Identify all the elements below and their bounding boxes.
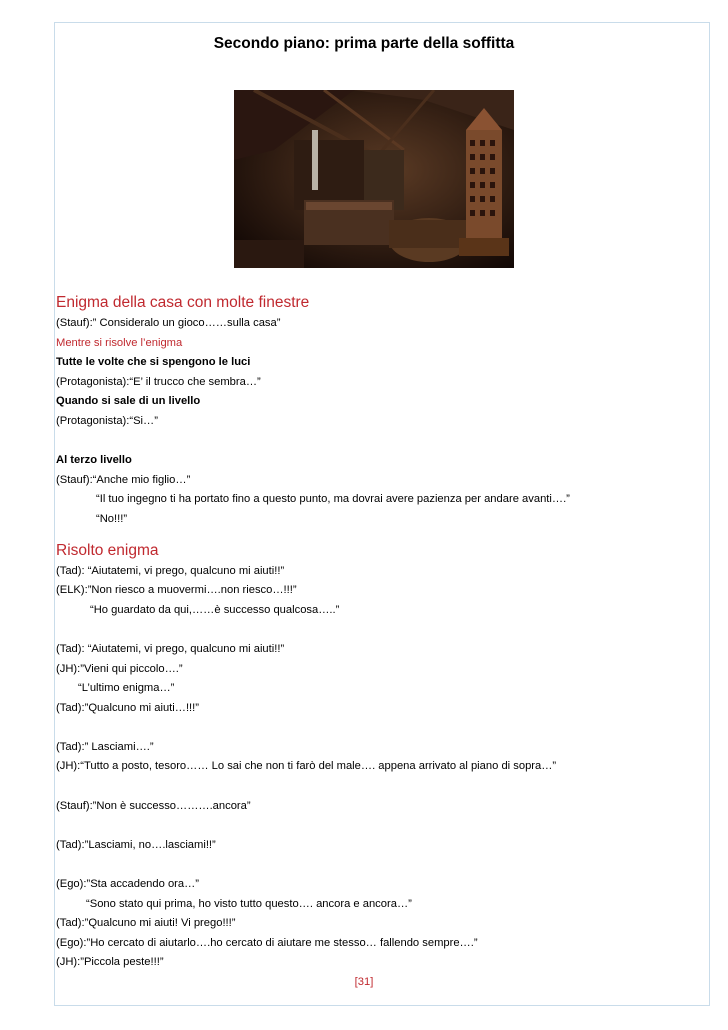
dialogue-line: (Protagonista):“E’ il trucco che sembra…” — [56, 375, 261, 388]
page-title: Secondo piano: prima parte della soffitta — [213, 35, 515, 52]
spacer — [56, 816, 696, 836]
transcript — [56, 292, 696, 973]
dialogue-line: (Ego):”Ho cercato di aiutarlo….ho cercato di aiutare me stesso… fallendo sempre….” — [56, 936, 478, 949]
spacer — [56, 855, 696, 875]
dialogue-line: “No!!!” — [96, 512, 128, 525]
dialogue-line: “L’ultimo enigma…” — [78, 682, 175, 695]
dialogue-line: (Tad):”Lasciami, no….lasciami!!” — [56, 838, 216, 851]
dialogue-line: (Tad): “Aiutatemi, vi prego, qualcuno mi aiuti!!” — [56, 564, 285, 577]
page-number: [31] — [354, 976, 374, 988]
stage-direction: Mentre si risolve l’enigma — [56, 336, 183, 349]
dialogue-line: (Tad):” Lasciami….” — [56, 740, 154, 753]
dialogue-line: (Stauf):“Anche mio figlio…” — [56, 473, 191, 486]
spacer — [56, 530, 696, 540]
attic-scene-illustration — [234, 90, 514, 268]
dialogue-line: (Stauf):” Consideralo un gioco……sulla casa” — [56, 317, 281, 329]
dialogue-line: (Stauf):”Non è successo……….ancora” — [56, 799, 251, 812]
spacer — [56, 718, 696, 738]
dialogue-line: (Protagonista):“Si…” — [56, 414, 158, 427]
dialogue-line: (ELK):”Non riesco a muovermi….non riesco…!!!” — [56, 584, 297, 597]
stage-direction: Quando si sale di un livello — [56, 395, 201, 408]
stage-direction: Tutte le volte che si spengono le luci — [56, 356, 251, 369]
stage-direction: Al terzo livello — [56, 454, 132, 467]
dialogue-line: (Tad): “Aiutatemi, vi prego, qualcuno mi aiuti!!” — [56, 642, 285, 655]
dialogue-line: (JH):“Tutto a posto, tesoro…… Lo sai che non ti farò del male…. appena arrivato al piano di sopra…” — [56, 760, 557, 773]
spacer — [56, 620, 696, 640]
dialogue-line: “Sono stato qui prima, ho visto tutto questo…. ancora e ancora…” — [86, 897, 412, 910]
dialogue-line: “Ho guardato da qui,……è successo qualcosa…..” — [90, 603, 340, 616]
dialogue-line: (JH):”Vieni qui piccolo….” — [56, 662, 183, 675]
dialogue-line: (Ego):”Sta accadendo ora…” — [56, 878, 200, 891]
dialogue-line: (JH):”Piccola peste!!!” — [56, 956, 164, 969]
dialogue-line: “Il tuo ingegno ti ha portato fino a questo punto, ma dovrai avere pazienza per andare avanti….” — [96, 493, 570, 506]
section-heading: Risolto enigma — [56, 541, 159, 559]
section-heading: Enigma della casa con molte finestre — [56, 294, 310, 311]
dialogue-line: (Tad):”Qualcuno mi aiuti! Vi prego!!!” — [56, 917, 236, 930]
spacer — [56, 432, 696, 452]
dialogue-line: (Tad):”Qualcuno mi aiuti…!!!” — [56, 701, 199, 714]
spacer — [56, 777, 696, 797]
